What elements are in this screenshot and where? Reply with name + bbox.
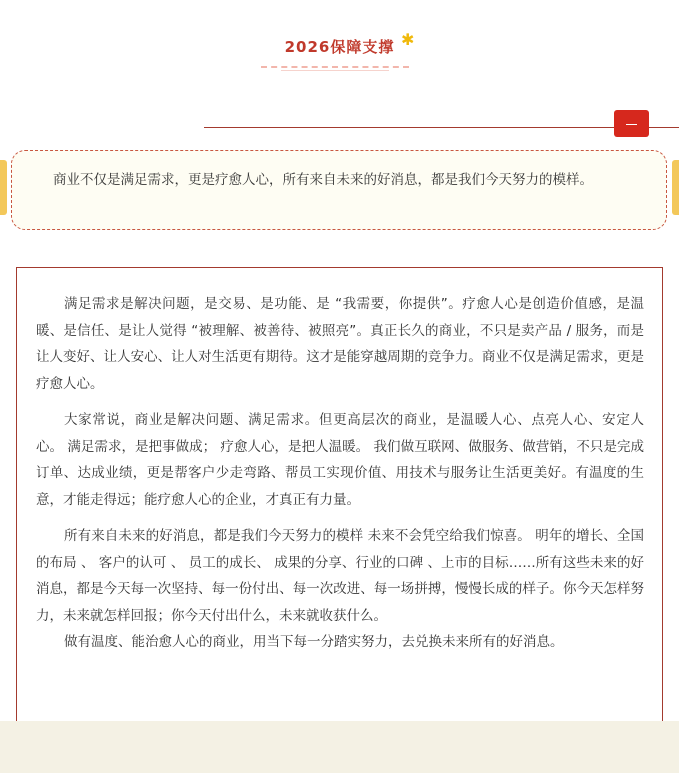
section-header [0, 0, 679, 80]
article-paragraph: 满足需求是解决问题，是交易、是功能、是 “我需要，你提供”。疗愈人心是创造价值感，是温暖、是信任、是让人觉得 “被理解、被善待、被照亮”。真正长久的商业，不只是卖产品 / 服务，而是让人变好、让人安心、让人对生活更有期待。这才是能穿越周期的竞争力。商业不仅是满足需求，更是疗愈人心。 [36, 296, 644, 392]
intro-accent-left [0, 160, 7, 215]
section-divider [204, 127, 679, 128]
article-paragraph: 所有来自未来的好消息，都是我们今天努力的模样 未来不会凭空给我们惊喜。 明年的增长、全国的布局 、 客户的认可 、 员工的成长、 成果的分享、行业的口碑 、上市的目标……所有这些未来的好消息，都是今天每一次坚持、每一份付出、每一次改进、每一场拼搏，慢慢长成的样子。你今天怎样努力，未来就怎样回报；你今天付出什么，未来就收获什么。 [36, 528, 644, 624]
intro-text: 商业不仅是满足需求，更是疗愈人心，所有来自未来的好消息，都是我们今天努力的模样。 [53, 172, 593, 188]
sparkle-icon: ✱ [401, 30, 415, 49]
intro-accent-right [672, 160, 679, 215]
footer-band [0, 721, 679, 773]
article-paragraph: 做有温度、能治愈人心的商业，用当下每一分踏实努力，去兑换未来所有的好消息。 [64, 634, 564, 650]
page-title: 2026保障支撑 [284, 38, 395, 56]
title-underline [261, 66, 409, 68]
article-box [16, 267, 663, 723]
collapse-tab [614, 110, 649, 137]
intro-box [11, 150, 667, 230]
title-underline-secondary [281, 70, 389, 71]
article-paragraph: 大家常说，商业是解决问题、满足需求。但更高层次的商业，是温暖人心、点亮人心、安定人心。 满足需求，是把事做成； 疗愈人心，是把人温暖。 我们做互联网、做服务、做营销，不只是完成订单、达成业绩，更是帮客户少走弯路、帮员工实现价值、用技术与服务让生活更美好。有温度的生意，才能走得远；能疗愈人心的企业，才真正有力量。 [36, 412, 644, 508]
